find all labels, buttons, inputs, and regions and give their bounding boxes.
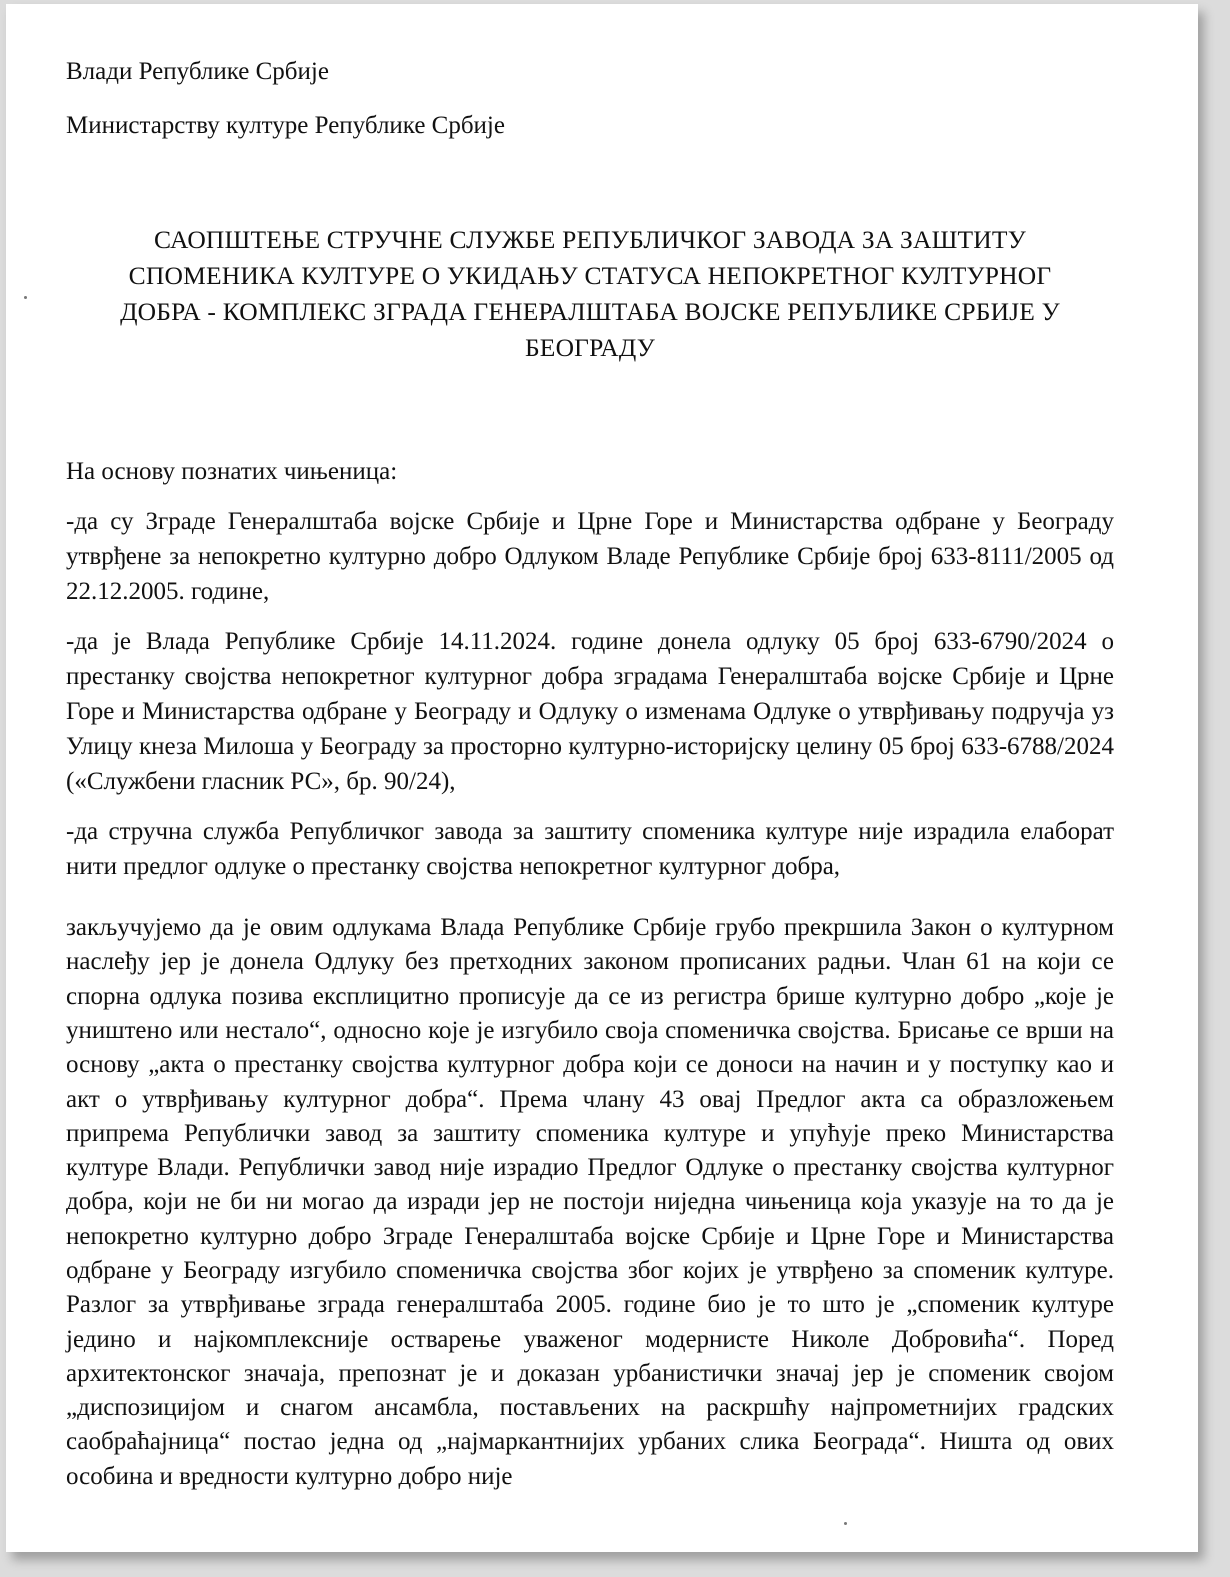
title-line: САОПШТЕЊЕ СТРУЧНЕ СЛУЖБЕ РЕПУБЛИЧКОГ ЗАВОДА ЗА ЗАШТИТУ [154, 225, 1026, 254]
addressee-ministry: Министарству културе Републике Србије [66, 112, 505, 139]
document-body [66, 54, 1114, 1494]
intro-line: На основу познатих чињеница: [66, 458, 398, 485]
document-page [6, 4, 1198, 1552]
document-title [66, 222, 1114, 366]
paragraph-fact-3: -да стручна служба Републичког завода за заштиту споменика културе није израдила елаборат нити предлог одлуке о престанку својства непокретног културног добра, [66, 817, 1114, 880]
addressee-government: Влади Републике Србије [66, 58, 329, 85]
title-line: БЕОГРАДУ [524, 333, 656, 362]
scan-speck [844, 1522, 847, 1525]
scan-speck [24, 296, 27, 299]
title-line: СПОМЕНИКА КУЛТУРЕ О УКИДАЊУ СТАТУСА НЕПОКРЕТНОГ КУЛТУРНОГ [128, 261, 1052, 290]
paragraph-conclusion: закључујемо да је овим одлукама Влада Републике Србије грубо прекршила Закон о културном наслеђу јер је донела Одлуку без претходних законом прописаних радњи. Члан 61 на који се спорна одлука позива експлицитно прописује да се из регистра брише културно добро „које је уништено или нестало“, односно које је изгубило своја споменичка својства. Брисање се врши на основу „акта о престанку својства културног добра који се доноси на начин и у поступку као и акт о утврђивању културног добра“. Према члану 43 овај Предлог акта са образложењем припрема Републички завод за заштиту споменика културе и упућује преко Министарства културе Влади. Републички завод није израдио Предлог Одлуке о престанку својства културног добра, који не би ни могао да изради јер не постоји ниједна чињеница која указује на то да је непокретно културно добро Зграде Генералштаба војске Србије и Црне Горе и Министарства одбране у Београду изгубило споменичка својства због којих је утврђено за споменик културе. Разлог за утврђивање зграда генералштаба 2005. године био је то што је „споменик културе једино и најкомплексније остварење уваженог модернисте Николе Добровића“. Поред архитектонског значаја, препознат је и доказан урбанистички значај јер је споменик својом „диспозицијом и снагом ансамбла, постављених на раскршћу најпрометнијих градских саобраћајница“ постао једна од „најмаркантнијих урбаних слика Београда“. Ништа од ових особина и вредности културно добро није [66, 914, 1114, 1490]
title-line: ДОБРА - КОМПЛЕКС ЗГРАДА ГЕНЕРАЛШТАБА ВОЈСКЕ РЕПУБЛИКЕ СРБИЈЕ У [120, 297, 1060, 326]
paragraph-fact-2: -да је Влада Републике Србије 14.11.2024. године донела одлуку 05 број 633-6790/2024 о престанку својства непокретног културног добра зградама Генералштаба војске Србије и Црне Горе и Министарства одбране у Београду и Одлуку о изменама Одлуке о утврђивању подручја уз Улицу кнеза Милоша у Београду за просторно културно-историјску целину 05 број 633-6788/2024 («Службени гласник РС», бр. 90/24), [66, 627, 1114, 796]
paragraph-fact-1: -да су Зграде Генералштаба војске Србије и Црне Горе и Министарства одбране у Београду утврђене за непокретно културно добро Одлуком Владе Републике Србије број 633-8111/2005 од 22.12.2005. године, [66, 508, 1114, 606]
